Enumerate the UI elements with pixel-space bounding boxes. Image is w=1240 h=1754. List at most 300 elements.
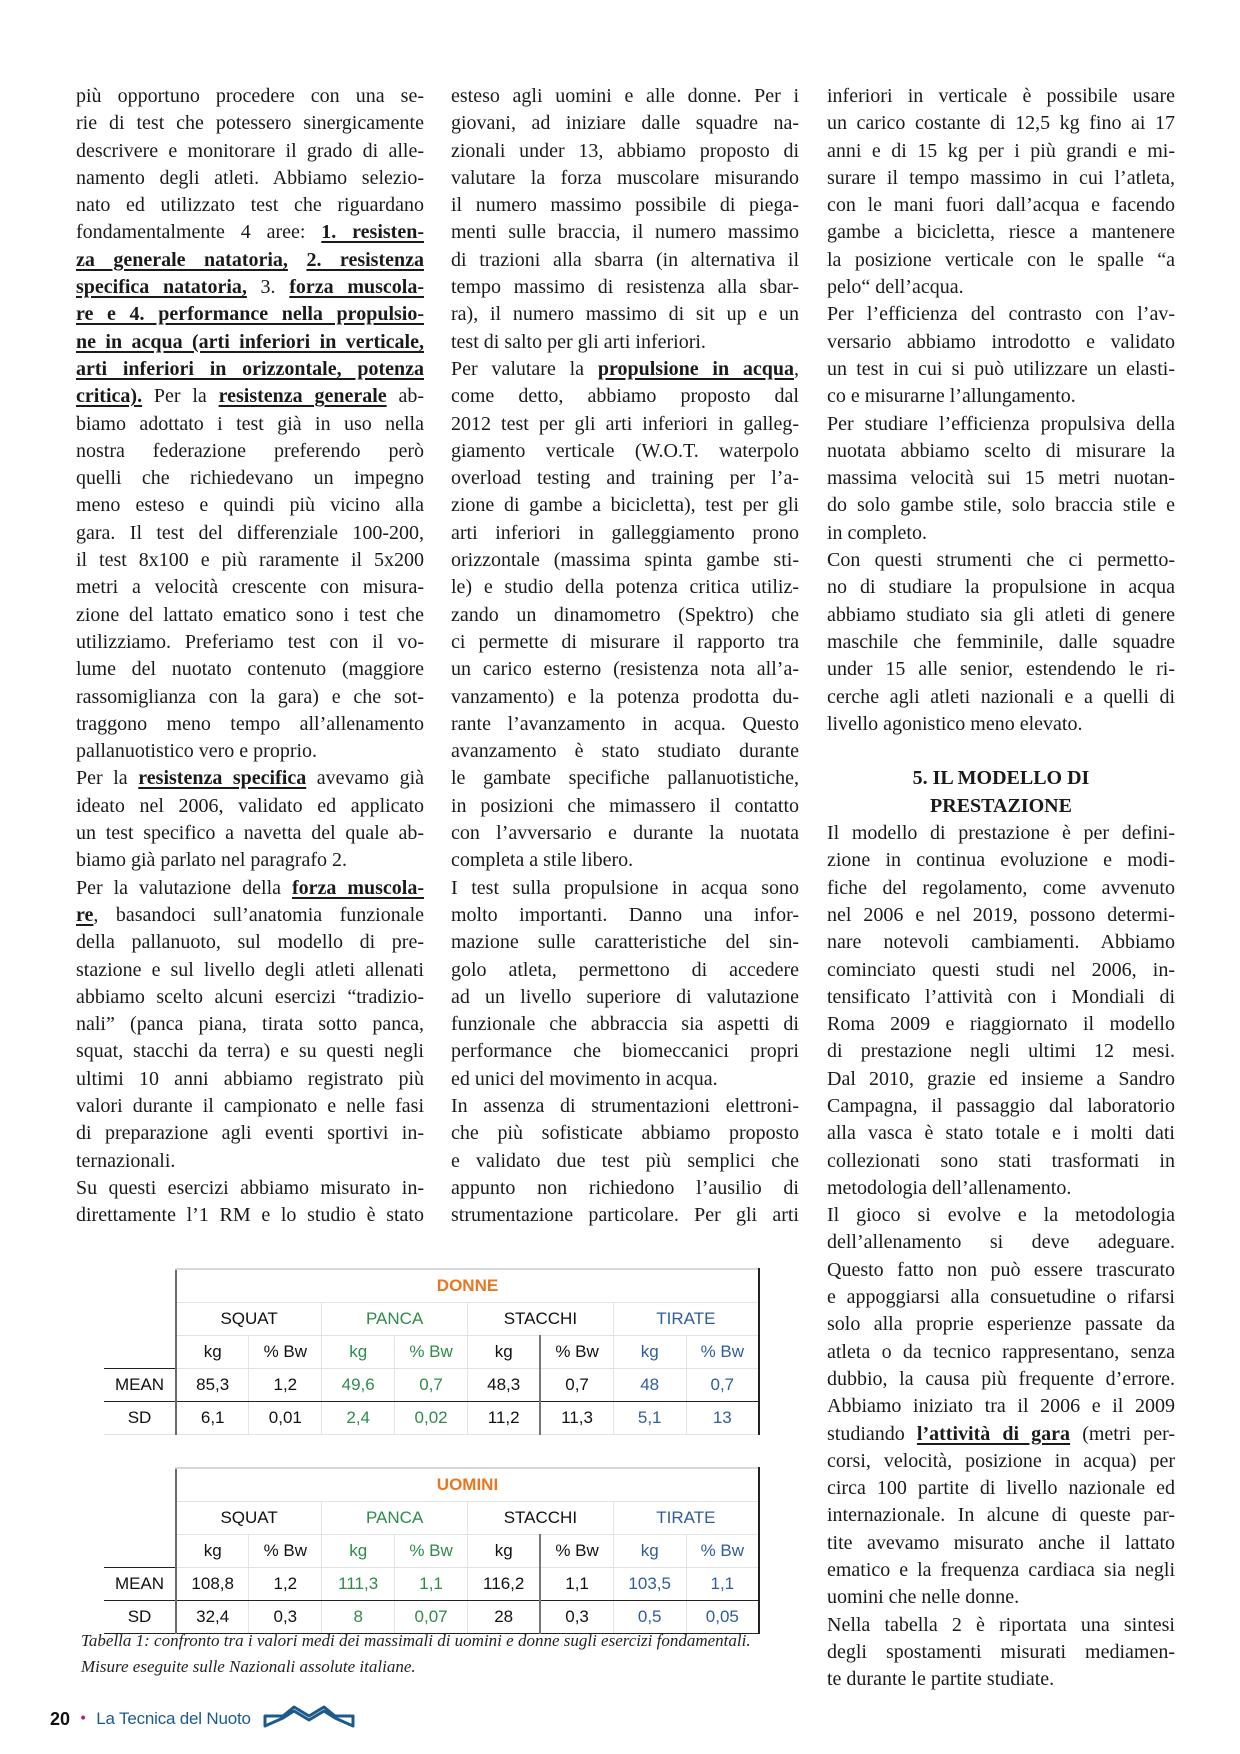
table-cell: 6,1 [176,1402,249,1435]
text-span: co e misurarne l’allungamento. [827,385,1076,408]
text-span: fondamentalmente 4 aree: [76,221,322,244]
table-cell: 0,01 [249,1402,322,1435]
text-line [76,820,424,847]
text-line [827,1148,1175,1175]
text-span: lume del nuotato contenuto (maggiore [76,658,424,681]
text-span: anni e di 15 kg per i più grandi e mi- [827,139,1175,162]
text-line [827,411,1175,438]
text-span: traggono meno tempo all’allenamento [76,712,424,735]
text-line [827,383,1175,410]
text-line [451,438,799,465]
text-span: un test in cui si può utilizzare un elasti- [827,357,1175,380]
unit-header: kg [468,1535,541,1568]
table-cell: 0,02 [395,1402,468,1435]
table-cell: 1,2 [249,1568,322,1601]
text-line [76,83,424,110]
text-line [76,1011,424,1038]
text-span: Roma 2009 e riaggiornato il modello [827,1013,1175,1036]
unit-header: % Bw [249,1336,322,1369]
text-line [76,1148,424,1175]
text-span: quelli che richiedevano un impegno [76,467,424,490]
table-corner-empty [104,1502,176,1535]
text-span: vanzamento) e la potenza prodotta du- [451,685,799,708]
text-span: 2012 test per gli arti inferiori in galleg- [451,412,799,435]
text-span: ematico e la frequenza cardiaca sia negli [827,1559,1175,1582]
text-span: zione di gambe a bicicletta), test per gli [451,494,799,517]
text-span: rie di test che potessero sinergicamente [76,112,424,135]
text-span: ternazionali. [76,1149,176,1172]
text-span: esteso agli uomini e alle donne. Per i [451,85,799,107]
text-line [76,902,424,929]
table-row [104,1369,759,1402]
text-span: uomini che nelle donne. [827,1586,1020,1609]
text-line [827,247,1175,274]
text-line [451,492,799,519]
text-span: come detto, abbiamo proposto dal [451,385,799,408]
text-span: golo atleta, permettono di accedere [451,958,799,981]
text-span: pelo“ dell’acqua. [827,276,964,299]
text-span: namento degli atleti. Abbiamo selezio- [76,166,424,189]
text-line [827,875,1175,902]
text-span: atleta o da tecnico rappresentano, senza [827,1340,1175,1363]
text-span: rassomiglianza con la gara) e che sot- [76,685,424,708]
text-span: un carico esterno (resistenza nota all’a- [451,658,799,681]
text-line [827,847,1175,874]
text-line [827,902,1175,929]
text-line [451,1066,799,1093]
table-cell: 103,5 [613,1568,686,1601]
exercise-header: PANCA [322,1303,468,1336]
table-cell: 111,3 [322,1568,395,1601]
page-footer [50,1704,355,1734]
table-spacer [104,1435,759,1469]
text-line [76,629,424,656]
text-line [76,957,424,984]
text-span: maschile che femminile, dalle squadre [827,630,1175,653]
table-unit-header-row [104,1535,759,1568]
strength-table [104,1268,760,1634]
text-span: strumentazione particolare. Per gli arti [451,1204,799,1227]
text-line [827,929,1175,956]
section-heading [827,765,1175,792]
text-span: ed unici del movimento in acqua. [451,1067,718,1090]
text-line [76,1202,424,1229]
text-line [827,1284,1175,1311]
text-span: solo alla proprie esperienze passate da [827,1313,1175,1336]
text-span: nostra federazione preferendo però [76,439,424,462]
text-span: metodologia dell’allenamento. [827,1176,1072,1199]
text-span: abbiamo scelto alcuni esercizi “tradizio- [76,985,424,1008]
text-span: Il gioco si evolve e la metodologia [827,1204,1175,1227]
text-line [451,547,799,574]
table-cell: 32,4 [176,1601,249,1634]
text-line [827,1257,1175,1284]
text-span: cerche agli atleti nazionali e a quelli di [827,685,1175,708]
table-unit-header-row [104,1336,759,1369]
text-line [827,1612,1175,1639]
text-line [76,356,424,383]
table-exercise-header-row [104,1303,759,1336]
text-span: che più sofisticate abbiamo proposto [451,1122,799,1145]
text-line [76,1175,424,1202]
text-span: gara. Il test del differenziale 100-200, [76,521,424,544]
text-line [827,602,1175,629]
text-line [76,520,424,547]
text-line [827,984,1175,1011]
text-line [827,301,1175,328]
text-span: zione del lattato ematico sono i test che [76,603,424,626]
text-line [827,192,1175,219]
text-span: ideato nel 2006, validato ed applicato [76,794,424,817]
text-line [827,492,1175,519]
text-line [451,1011,799,1038]
text-span: utilizziamo. Preferiamo test con il vo- [76,630,424,653]
table-cell: 116,2 [468,1568,541,1601]
table-cell: 0,07 [395,1601,468,1634]
text-line [827,1011,1175,1038]
emphasized-term: ne in acqua (arti inferiori in verticale, [76,330,424,353]
text-line [827,1530,1175,1557]
table-cell: 0,3 [249,1601,322,1634]
table-cell: 8 [322,1601,395,1634]
text-line [827,1175,1175,1202]
article-column-3 [827,83,1175,1694]
table-exercise-header-row [104,1502,759,1535]
text-span: e appoggiarsi alla consuetudine o rifarsi [827,1286,1175,1309]
text-span: Campagna, il passaggio dal laboratorio [827,1094,1175,1117]
text-line [451,629,799,656]
exercise-header: STACCHI [468,1303,614,1336]
text-line [76,765,424,792]
text-span: biamo già parlato nel paragrafo 2. [76,849,347,872]
text-span: I test sulla propulsione in acqua sono [451,876,799,899]
text-line [451,110,799,137]
text-span: inferiori in verticale è possibile usare [827,85,1175,107]
text-line [827,356,1175,383]
text-span: valutare la forza muscolare misurando [451,166,799,189]
text-span: un carico costante di 12,5 kg fino ai 17 [827,112,1175,135]
text-line [451,165,799,192]
text-line [827,574,1175,601]
exercise-header: TIRATE [613,1303,759,1336]
unit-header: kg [176,1535,249,1568]
text-span: no di studiare la propulsione in acqua [827,576,1175,599]
text-line [827,219,1175,246]
text-span: in posizioni che mimassero il contatto [451,794,799,817]
table-corner-empty [104,1269,176,1303]
emphasized-term: resistenza specifica [138,767,307,790]
text-line [76,192,424,219]
table-cell: 48 [613,1369,686,1402]
text-line [827,138,1175,165]
text-span: molto importanti. Danno una infor- [451,903,799,926]
unit-header: % Bw [395,1535,468,1568]
text-line [827,547,1175,574]
text-span: PRESTAZIONE [930,794,1072,817]
text-span: tensificato l’attività con i Mondiali di [827,985,1175,1008]
article-column-2 [451,83,799,1229]
table-cell: 0,7 [686,1369,759,1402]
text-span: Il modello di prestazione è per defini- [827,822,1175,845]
text-span: In assenza di strumentazioni elettroni- [451,1094,799,1117]
table-corner-empty [104,1535,176,1568]
unit-header: % Bw [540,1535,613,1568]
row-label: SD [104,1402,176,1435]
exercise-header: SQUAT [176,1502,322,1535]
emphasized-term: forza muscola- [289,276,425,299]
text-line [827,1639,1175,1666]
text-span: Per l’efficienza del contrasto con l’av- [827,303,1175,326]
text-span: tempo massimo di resistenza alla sbar- [451,276,799,299]
text-span: ra), il numero massimo di sit up e un [451,303,799,326]
text-span: la posizione verticale con le spalle “a [827,248,1175,271]
table-group-title-row [104,1468,759,1502]
text-span: , [794,357,799,380]
text-line [451,192,799,219]
text-line [76,329,424,356]
text-line [451,1202,799,1229]
table-group-title-row [104,1269,759,1303]
text-line [451,247,799,274]
text-line [827,110,1175,137]
text-line [76,301,424,328]
text-span: fiche del regolamento, come avvenuto [827,876,1175,899]
text-span: pallanuotistico vero e proprio. [76,740,318,763]
unit-header: % Bw [540,1336,613,1369]
text-line [451,301,799,328]
text-line [827,1557,1175,1584]
text-line [76,984,424,1011]
text-span: completa a stile libero. [451,849,634,872]
unit-header: kg [176,1336,249,1369]
text-span: descrivere e monitorare il grado di alle- [76,139,424,162]
text-span: dell’allenamento si deve adeguare. [827,1231,1175,1254]
article-column-1 [76,83,424,1229]
text-span: in completo. [827,521,927,544]
text-span: surare il tempo massimo in cui l’atleta, [827,166,1175,189]
text-line [76,165,424,192]
waves-logo-icon [257,1704,355,1734]
text-line [451,1175,799,1202]
exercise-header: SQUAT [176,1303,322,1336]
text-line [451,1148,799,1175]
text-span: 3. [246,276,290,299]
text-line [76,602,424,629]
emphasized-term: 2. resistenza [306,248,424,271]
text-span: con le mani fuori dall’acqua e facendo [827,194,1175,217]
table-cell: 28 [468,1601,541,1634]
text-line [76,383,424,410]
table-cell: 108,8 [176,1568,249,1601]
text-line [827,820,1175,847]
text-span: valori durante il campionato e nelle fasi [76,1094,424,1117]
text-span: internazionale. In alcune di queste par- [827,1504,1175,1527]
table-cell: 1,1 [395,1568,468,1601]
emphasized-term: specifica natatoria, [76,276,247,299]
text-line [76,1038,424,1065]
text-line [827,957,1175,984]
text-line [76,711,424,738]
text-span: massima velocità sui 15 metri nuotan- [827,467,1175,490]
emphasized-term: arti inferiori in orizzontale, potenza [76,357,424,380]
text-span: rante l’avanzamento in acqua. Questo [451,712,799,735]
caption-line-1: Tabella 1: confronto tra i valori medi dei massimali di uomini e donne sugli esercizi fondamentali. [81,1631,751,1650]
unit-header: % Bw [686,1535,759,1568]
text-line [451,847,799,874]
text-line [827,1229,1175,1256]
text-line [451,574,799,601]
text-line [827,1038,1175,1065]
text-line [827,1093,1175,1120]
text-line [451,520,799,547]
unit-header: kg [322,1535,395,1568]
text-span: avanzamento è stato studiato durante [451,740,799,763]
text-span: zionali under 13, abbiamo proposto di [451,139,799,162]
text-line [827,520,1175,547]
text-line [76,656,424,683]
text-span: della pallanuoto, sul modello di pre- [76,931,424,954]
text-span: Per la [76,767,139,790]
text-span: test di salto per gli arti inferiori. [451,330,706,353]
text-line [451,765,799,792]
emphasized-term: za generale natatoria, [76,248,288,271]
text-span: meno esteso e quindi più vicino alla [76,494,424,517]
text-line [827,684,1175,711]
text-line [76,411,424,438]
group-title: UOMINI [176,1468,759,1502]
text-line [76,247,424,274]
text-line [451,738,799,765]
text-line [76,438,424,465]
text-span: il test 8x100 e più raramente il 5x200 [76,549,424,572]
text-span: ci permette di misurare il rapporto tra [451,630,799,653]
text-line [76,1066,424,1093]
text-line [76,492,424,519]
text-span: avevamo già [306,767,425,790]
text-line [827,1311,1175,1338]
text-line [76,875,424,902]
text-line [451,1093,799,1120]
text-span: zando un dinamometro (Spektro) che [451,603,799,626]
text-span: nare notevoli cambiamenti. Abbiamo [827,931,1175,954]
text-line [451,711,799,738]
unit-header: kg [613,1535,686,1568]
text-span: ad un livello superiore di valutazione [451,985,799,1008]
text-span: ab- [386,385,424,408]
text-line [827,1475,1175,1502]
text-span: collezionati sono stati trasformati in [827,1149,1175,1172]
text-line [451,83,799,110]
text-span: Per studiare l’efficienza propulsiva della [827,412,1175,435]
text-span: Per la [142,385,219,408]
table-cell: 1,1 [686,1568,759,1601]
text-line [827,711,1175,738]
text-span: squat, stacchi da terra) e su questi negli [76,1040,424,1063]
text-span: degli spostamenti misurati mediamen- [827,1640,1175,1663]
spacer [827,738,1175,765]
text-line [451,274,799,301]
text-line [827,1502,1175,1529]
table-cell: 11,3 [540,1402,613,1435]
text-line [76,574,424,601]
text-span: Abbiamo iniziato tra il 2006 e il 2009 [827,1395,1175,1418]
text-span: cominciato questi studi nel 2006, in- [827,958,1175,981]
text-span: , basandoci sull’anatomia funzionale [93,903,424,926]
text-span: appunto non richiedono l’ausilio di [451,1176,799,1199]
text-line [76,793,424,820]
text-span: Dal 2010, grazie ed insieme a Sandro [827,1067,1175,1090]
text-line [76,1093,424,1120]
text-span: ultimi 10 anni abbiamo registrato più [76,1067,424,1090]
text-line [76,110,424,137]
exercise-header: TIRATE [613,1502,759,1535]
text-line [827,1666,1175,1693]
text-line [76,1120,424,1147]
table-cell: 49,6 [322,1369,395,1402]
text-span: performance che biomeccanici propri [451,1040,799,1063]
text-line [827,165,1175,192]
text-line [451,984,799,1011]
text-line [827,1120,1175,1147]
table-cell: 1,1 [540,1568,613,1601]
text-span: nel 2006 e nel 2019, possono determi- [827,903,1175,926]
text-span: studiando [827,1422,917,1445]
text-span: livello agonistico meno elevato. [827,712,1083,735]
text-span: di preparazione agli eventi sportivi in- [76,1122,424,1145]
text-span: orizzontale (massima spinta gambe sti- [451,549,799,572]
emphasized-term: re [76,903,94,926]
text-line [827,83,1175,110]
page-number: 20 [50,1708,71,1729]
text-line [76,547,424,574]
text-span: 5. IL MODELLO DI [912,767,1090,790]
text-span: circa 100 partite di livello nazionale ed [827,1477,1175,1500]
text-line [451,356,799,383]
text-line [76,738,424,765]
table-cell: 0,7 [395,1369,468,1402]
text-span: mazione sulle caratteristiche del sin- [451,931,799,954]
text-line [451,793,799,820]
row-label: MEAN [104,1369,176,1402]
text-line [451,875,799,902]
text-span: giovani, ad iniziare dalle squadre na- [451,112,799,135]
text-span: arti inferiori in galleggiamento prono [451,521,799,544]
text-span: più opportuno procedere con una se- [76,85,424,107]
text-line [76,847,424,874]
emphasized-term: l’attività di gara [916,1422,1071,1445]
text-line [451,902,799,929]
text-span [288,249,307,271]
text-span: (metri per- [1070,1422,1175,1445]
text-line [827,438,1175,465]
caption-line-2: Misure eseguite sulle Nazionali assolute italiane. [81,1657,416,1676]
text-span: overload testing and training per l’a- [451,467,799,490]
table-cell: 48,3 [468,1369,541,1402]
text-span: versario abbiamo introdotto e validato [827,330,1175,353]
table-cell: 0,5 [613,1601,686,1634]
text-span: un test specifico a navetta del quale ab- [76,822,424,845]
table-cell: 1,2 [249,1369,322,1402]
text-line [76,465,424,492]
text-line [827,629,1175,656]
text-line [76,274,424,301]
text-line [451,1038,799,1065]
group-title: DONNE [176,1269,759,1303]
text-line [827,1202,1175,1229]
emphasized-term: critica). [76,385,143,408]
text-line [451,656,799,683]
emphasized-term: resistenza generale [218,385,387,408]
